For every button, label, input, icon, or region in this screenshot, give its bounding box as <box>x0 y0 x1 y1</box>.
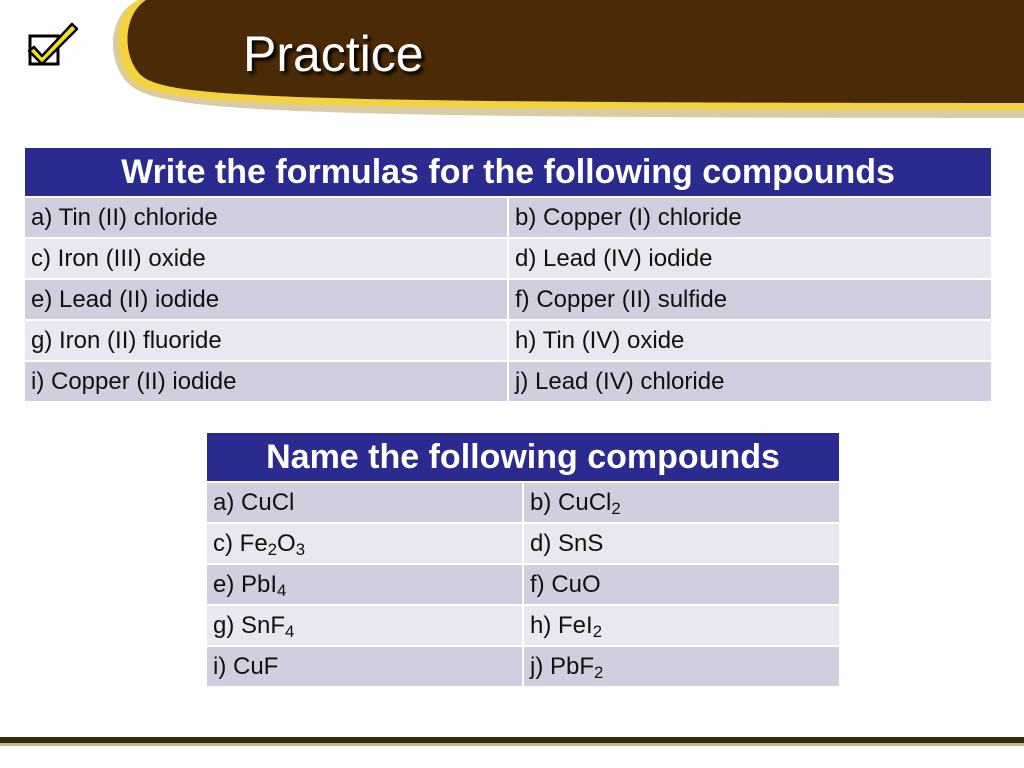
table-cell: a) Tin (II) chloride <box>24 197 508 238</box>
footer-rule-accent <box>0 743 1024 746</box>
formula-text: b) CuCl <box>530 489 612 516</box>
subscript: 2 <box>611 499 621 519</box>
formula-text: g) SnF <box>213 612 286 639</box>
table-cell: h) Tin (IV) oxide <box>508 320 992 361</box>
table-cell: j) Lead (IV) chloride <box>508 361 992 402</box>
table-cell <box>523 605 840 646</box>
table-row <box>24 238 992 279</box>
formula-text: h) FeI <box>530 612 593 639</box>
formulas-table-body <box>24 197 992 402</box>
header-banner <box>0 0 1024 130</box>
formulas-table-header: Write the formulas for the following compounds <box>24 147 992 197</box>
table-cell: g) Iron (II) fluoride <box>24 320 508 361</box>
table-cell: c) Iron (III) oxide <box>24 238 508 279</box>
formulas-table <box>23 146 993 403</box>
formula-text: d) SnS <box>530 530 604 557</box>
formula-text: j) PbF <box>530 653 595 680</box>
table-row <box>206 646 840 687</box>
table-cell <box>206 605 523 646</box>
table-row <box>206 523 840 564</box>
table-row <box>206 482 840 523</box>
table-row <box>206 564 840 605</box>
table-cell <box>523 523 840 564</box>
names-table-header: Name the following compounds <box>206 432 840 482</box>
table-cell <box>523 482 840 523</box>
subscript: 4 <box>277 581 287 601</box>
formula-text: f) CuO <box>530 571 601 598</box>
subscript: 2 <box>594 663 604 683</box>
subscript: 4 <box>285 622 295 642</box>
table-cell: f) Copper (II) sulfide <box>508 279 992 320</box>
table-row <box>206 605 840 646</box>
table-cell <box>206 523 523 564</box>
table-cell <box>206 564 523 605</box>
table-row <box>24 197 992 238</box>
table-cell: d) Lead (IV) iodide <box>508 238 992 279</box>
subscript: 3 <box>295 540 306 560</box>
table-cell <box>206 482 523 523</box>
table-cell: i) Copper (II) iodide <box>24 361 508 402</box>
table-cell <box>206 646 523 687</box>
formula-text: i) CuF <box>213 653 279 680</box>
table-row <box>24 361 992 402</box>
slide-title: Practice <box>243 26 424 82</box>
table-cell <box>523 564 840 605</box>
checkbox-check-icon <box>24 18 80 68</box>
formula-text: O <box>277 530 296 557</box>
subscript: 2 <box>267 540 278 560</box>
table-cell <box>523 646 840 687</box>
table-row <box>24 279 992 320</box>
table-row <box>24 320 992 361</box>
formula-text: e) PbI <box>213 571 278 598</box>
formula-text: c) Fe <box>213 530 268 557</box>
names-table <box>205 431 841 688</box>
names-table-body <box>206 482 840 687</box>
table-cell: e) Lead (II) iodide <box>24 279 508 320</box>
subscript: 2 <box>592 622 603 642</box>
formula-text: a) CuCl <box>213 489 295 516</box>
table-cell: b) Copper (I) chloride <box>508 197 992 238</box>
